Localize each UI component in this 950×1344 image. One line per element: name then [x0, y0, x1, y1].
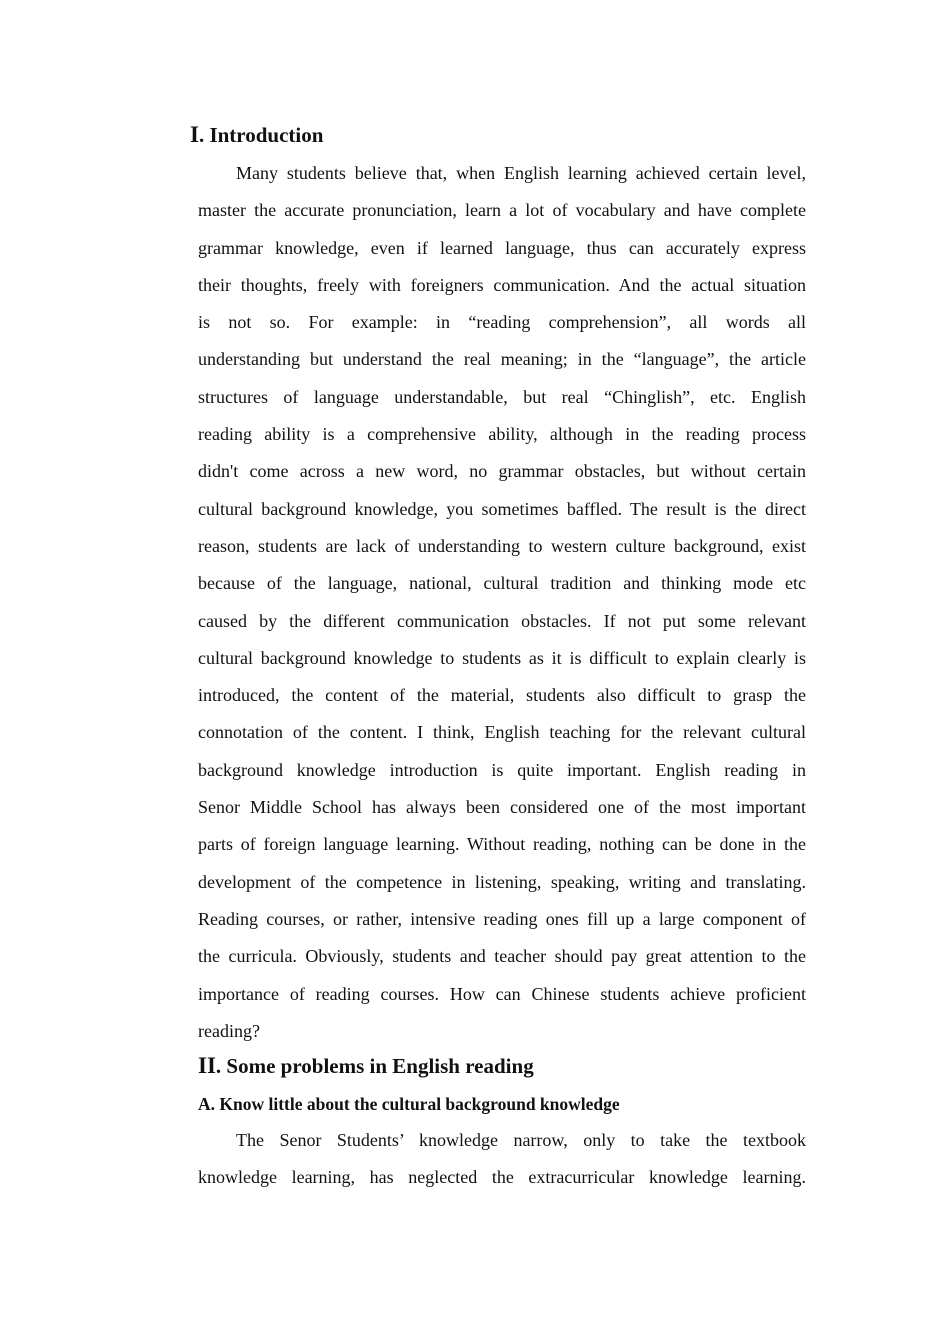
text-line: understanding but understand the real meaning; in the “language”, the article: [198, 349, 806, 370]
section-numeral: I: [190, 122, 199, 147]
text-line: Senor Middle School has always been considered one of the most important: [198, 797, 806, 818]
text-line: cultural background knowledge, you sometimes baffled. The result is the direct: [198, 498, 806, 519]
text-line: is not so. For example: in “reading comprehension”, all words all: [198, 312, 806, 333]
text-line: connotation of the content. I think, English teaching for the relevant cultural: [198, 722, 806, 743]
text-line: grammar knowledge, even if learned language, thus can accurately express: [198, 237, 806, 258]
text-line: master the accurate pronunciation, learn a lot of vocabulary and have complete: [198, 200, 806, 221]
text-line: structures of language understandable, but real “Chinglish”, etc. English: [198, 386, 806, 407]
section-title: . Introduction: [198, 123, 324, 147]
text-line: reason, students are lack of understanding to western culture background, exist: [198, 535, 806, 556]
section-heading-introduction: [190, 122, 323, 148]
subsection-a-paragraph: [198, 1122, 806, 1197]
text-line: caused by the different communication obstacles. If not put some relevant: [198, 610, 806, 631]
text-line: parts of foreign language learning. Without reading, nothing can be done in the: [198, 834, 806, 855]
subsection-heading-a: A. Know little about the cultural background knowledge: [198, 1094, 620, 1114]
text-line: Many students believe that, when English learning achieved certain level,: [236, 163, 806, 183]
text-line: didn't come across a new word, no grammar obstacles, but without certain: [198, 461, 806, 482]
text-line: The Senor Students’ knowledge narrow, only to take the textbook: [236, 1130, 806, 1150]
text-line: reading ability is a comprehensive ability, although in the reading process: [198, 424, 806, 445]
text-line: reading?: [198, 1020, 260, 1041]
text-line: because of the language, national, cultural tradition and thinking mode etc: [198, 573, 806, 594]
text-line: the curricula. Obviously, students and teacher should pay great attention to the: [198, 946, 806, 967]
text-line: their thoughts, freely with foreigners communication. And the actual situation: [198, 274, 806, 295]
section-numeral: II: [198, 1053, 216, 1078]
section-heading-problems: [198, 1053, 534, 1079]
text-line: cultural background knowledge to students as it is difficult to explain clearly is: [198, 647, 806, 668]
text-line: introduced, the content of the material, students also difficult to grasp the: [198, 685, 806, 706]
text-line: Reading courses, or rather, intensive reading ones fill up a large component of: [198, 908, 806, 929]
section-title: . Some problems in English reading: [215, 1054, 534, 1078]
text-line: importance of reading courses. How can Chinese students achieve proficient: [198, 983, 806, 1004]
introduction-paragraph: [198, 155, 806, 1050]
text-line: development of the competence in listening, speaking, writing and translating.: [198, 871, 806, 892]
text-line: knowledge learning, has neglected the extracurricular knowledge learning.: [198, 1167, 806, 1188]
text-line: background knowledge introduction is quite important. English reading in: [198, 759, 806, 780]
